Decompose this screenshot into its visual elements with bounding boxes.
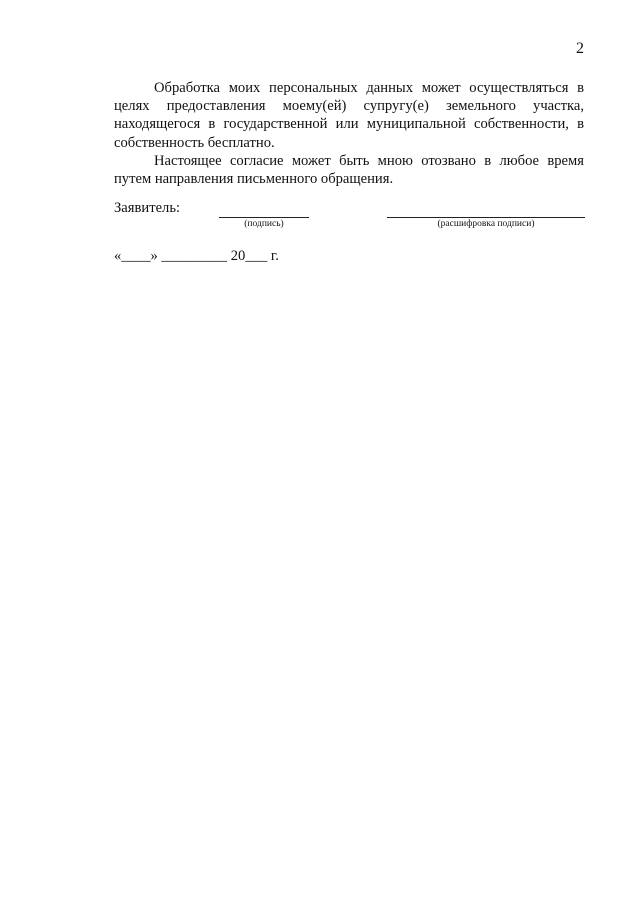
signature-transcript-caption: (расшифровка подписи) xyxy=(437,219,535,229)
consent-paragraph-revocation: Настоящее согласие может быть мною отозвано в любое время путем направления письменного обращения. xyxy=(114,152,584,188)
signature-transcript-line xyxy=(387,200,585,218)
signature-caption: (подпись) xyxy=(244,219,284,229)
applicant-label: Заявитель: xyxy=(114,200,181,216)
document-body xyxy=(114,79,584,188)
page-number: 2 xyxy=(576,40,584,57)
date-line: «____» _________ 20___ г. xyxy=(114,248,279,264)
consent-paragraph-processing: Обработка моих персональных данных может осуществляться в целях предоставления моему(ей) супругу(е) земельного участка, находящегося в государственной или муниципальной собственности, в собственность бесплатно. xyxy=(114,80,584,151)
signature-line xyxy=(219,200,309,218)
